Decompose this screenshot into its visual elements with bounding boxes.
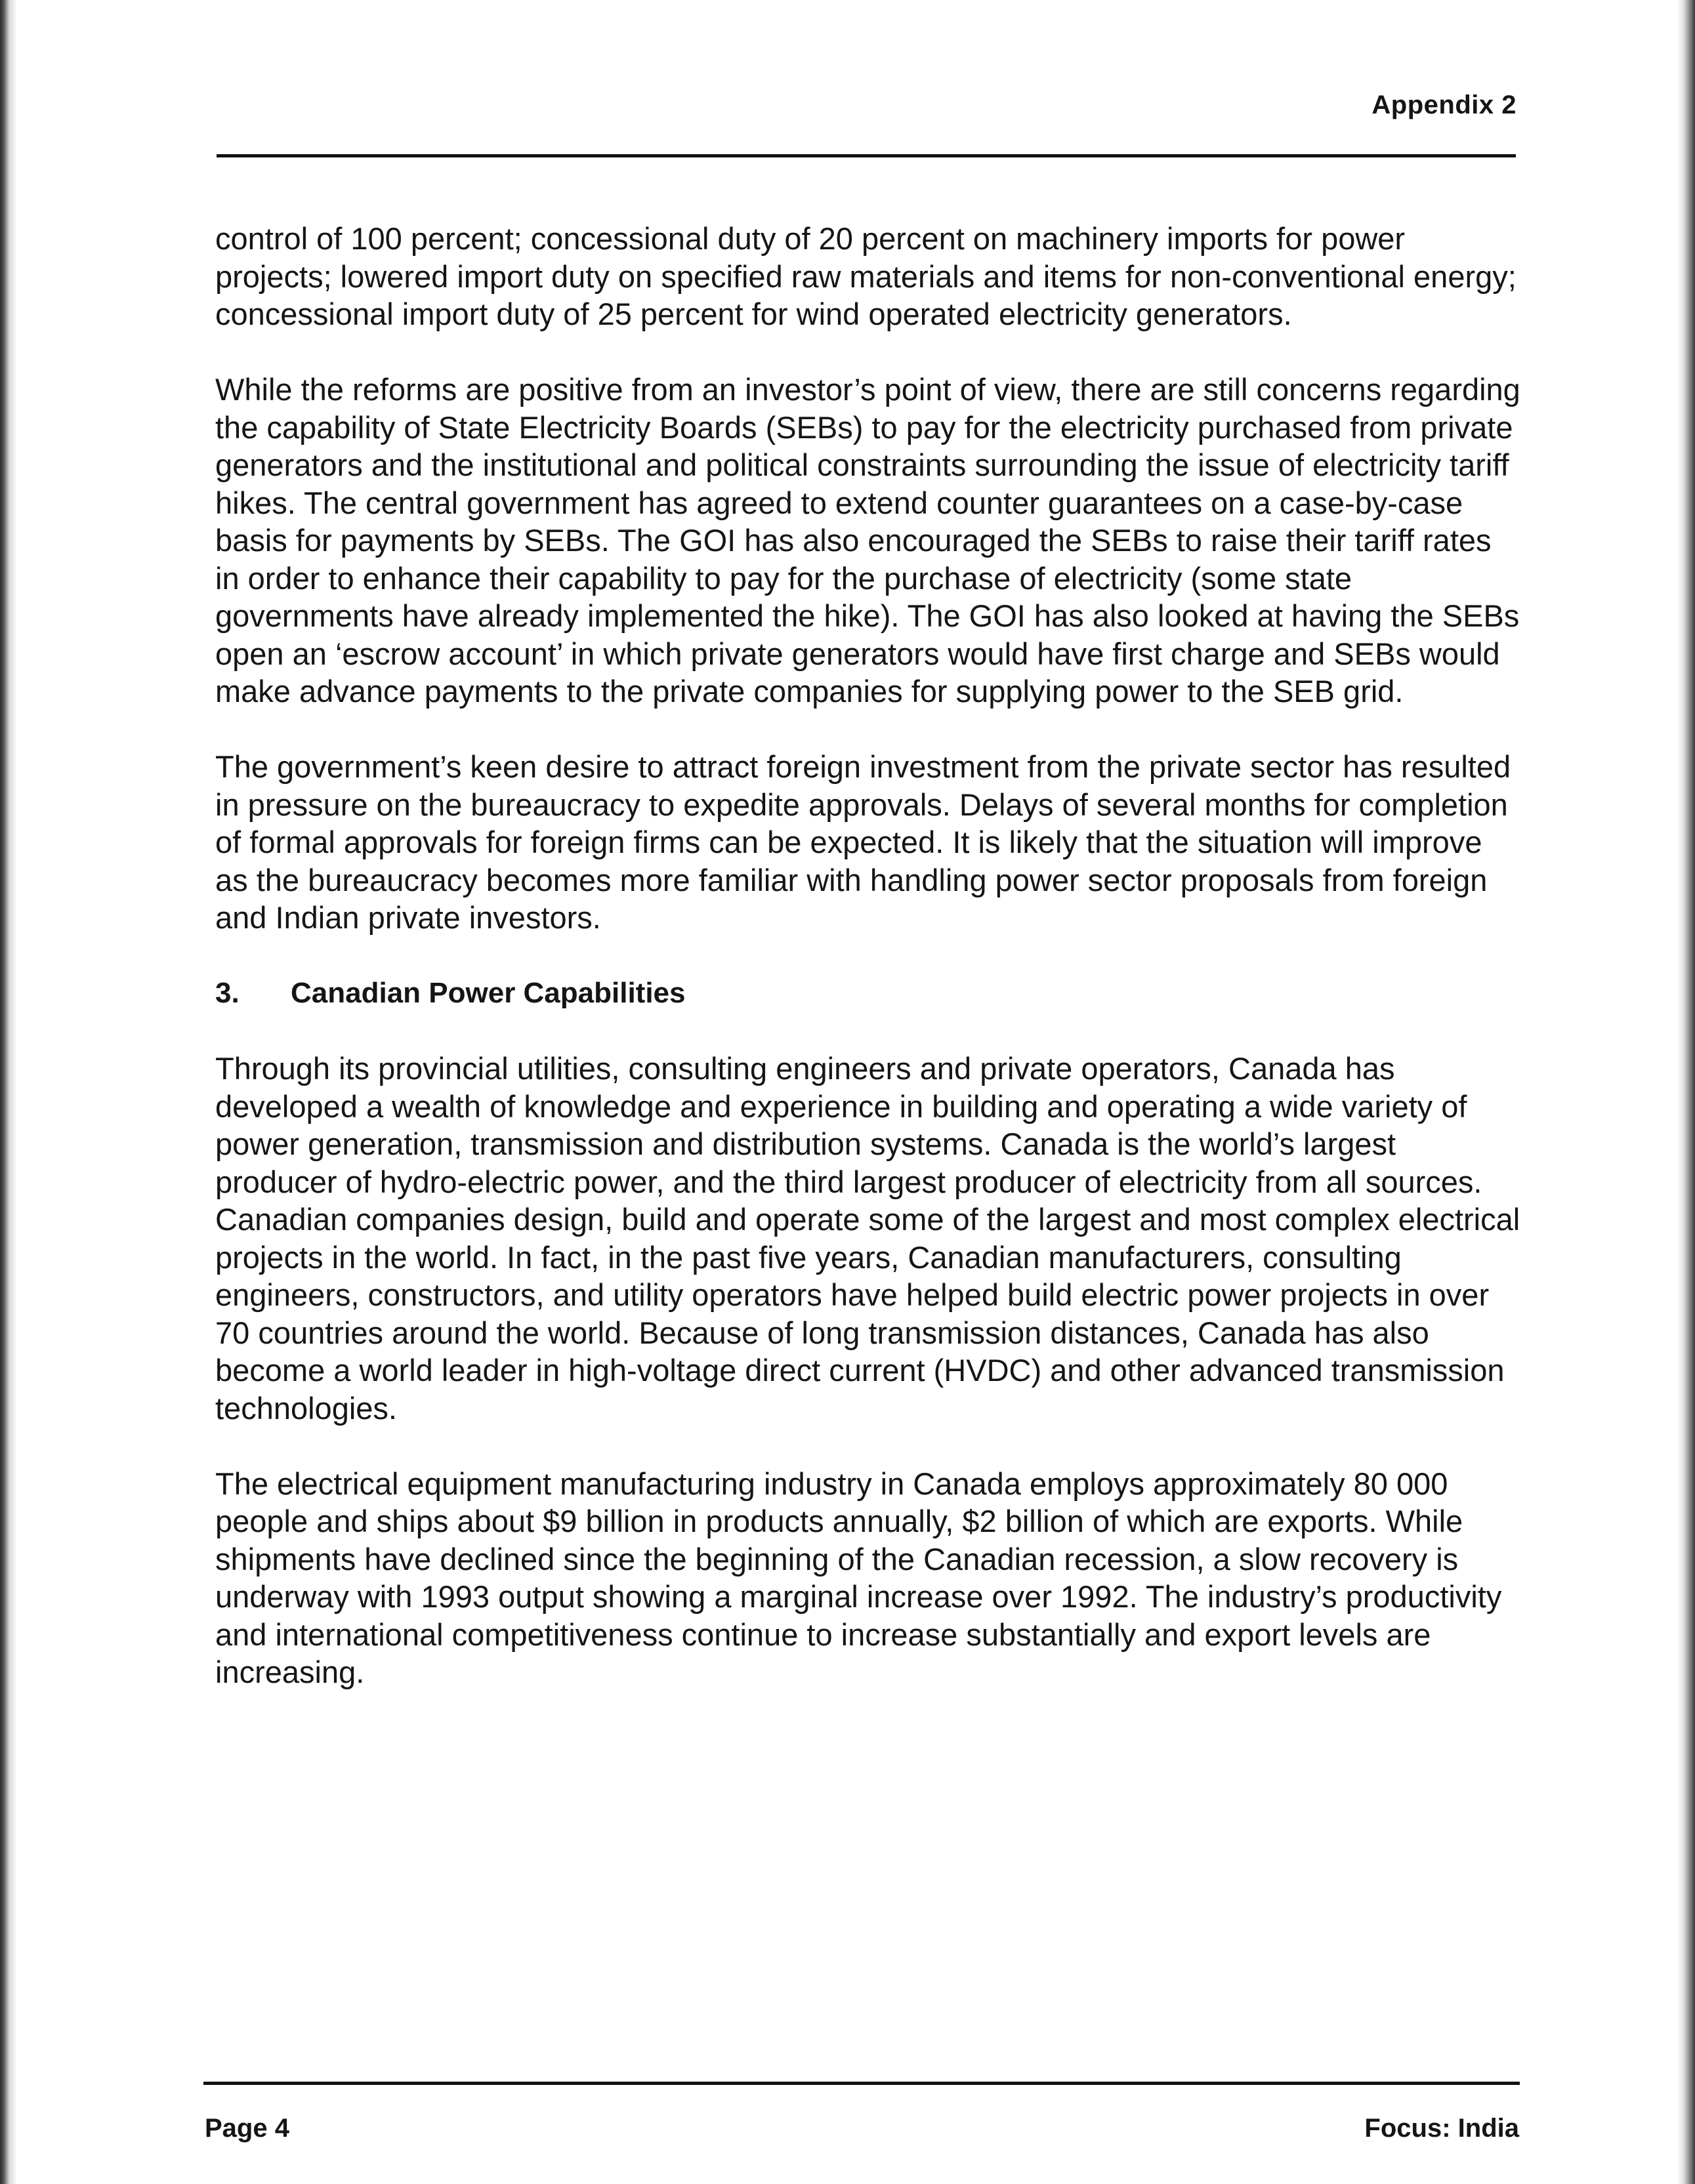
section-title: Canadian Power Capabilities <box>291 977 686 1009</box>
paragraph-government-approvals: The government’s keen desire to attract foreign investment from the private sector has resulted in pressure on the bureaucracy to expedite approvals. Delays of several months for completion of formal approvals for foreign firms can be expected. It is likely that the situation will improve as the bureaucracy becomes more familiar with handling power sector proposals from foreign and Indian private investors. <box>215 749 1511 935</box>
footer-page-number: Page 4 <box>205 2114 289 2143</box>
scan-edge-right <box>1677 0 1695 2184</box>
paragraph-import-duties: control of 100 percent; concessional duty of 20 percent on machinery imports for power projects; lowered import duty on specified raw materials and items for non-conventional energy; concessional import duty of 25 percent for wind operated electricity generators. <box>215 221 1517 331</box>
paragraph-canada-capabilities: Through its provincial utilities, consulting engineers and private operators, Canada has developed a wealth of knowledge and experience in building and operating a wide variety of power generation, transmission and distribution systems. Canada is the world’s largest producer of hydro-electric power, and the third largest producer of electricity from all sources. Canadian companies design, build and operate some of the largest and most complex electrical projects in the world. In fact, in the past five years, Canadian manufacturers, consulting engineers, constructors, and utility operators have helped build electric power projects in over 70 countries around the world. Because of long transmission distances, Canada has also become a world leader in high-voltage direct current (HVDC) and other advanced transmission technologies. <box>215 1051 1520 1426</box>
footer-focus-label: Focus: India <box>1364 2114 1519 2143</box>
paragraph-reforms-concerns: While the reforms are positive from an investor’s point of view, there are still concerns regarding the capability of State Electricity Boards (SEBs) to pay for the electricity purchased from private generators and the institutional and political constraints surrounding the issue of electricity tariff hikes. The central government has agreed to extend counter guarantees on a case-by-case basis for payments by SEBs. The GOI has also encouraged the SEBs to raise their tariff rates in order to enhance their capability to pay for the purchase of electricity (some state governments have already implemented the hike). The GOI has also looked at having the SEBs open an ‘escrow account’ in which private generators would have first charge and SEBs would make advance payments to the private companies for supplying power to the SEB grid. <box>215 372 1520 709</box>
paragraph-manufacturing-industry: The electrical equipment manufacturing industry in Canada employs approximately 80 000 people and ships about $9 billion in products annually, $2 billion of which are exports. While shipments have declined since the beginning of the Canadian recession, a slow recovery is underway with 1993 output showing a marginal increase over 1992. The industry’s productivity and international competitiveness continue to increase substantially and export levels are increasing. <box>215 1466 1502 1689</box>
scan-edge-left <box>0 0 17 2184</box>
header-rule <box>217 154 1516 157</box>
section-heading <box>215 974 1521 1012</box>
page-body <box>215 220 1521 1691</box>
footer-rule <box>203 2082 1520 2085</box>
page-header-label: Appendix 2 <box>1371 91 1517 119</box>
section-number: 3. <box>215 977 240 1009</box>
